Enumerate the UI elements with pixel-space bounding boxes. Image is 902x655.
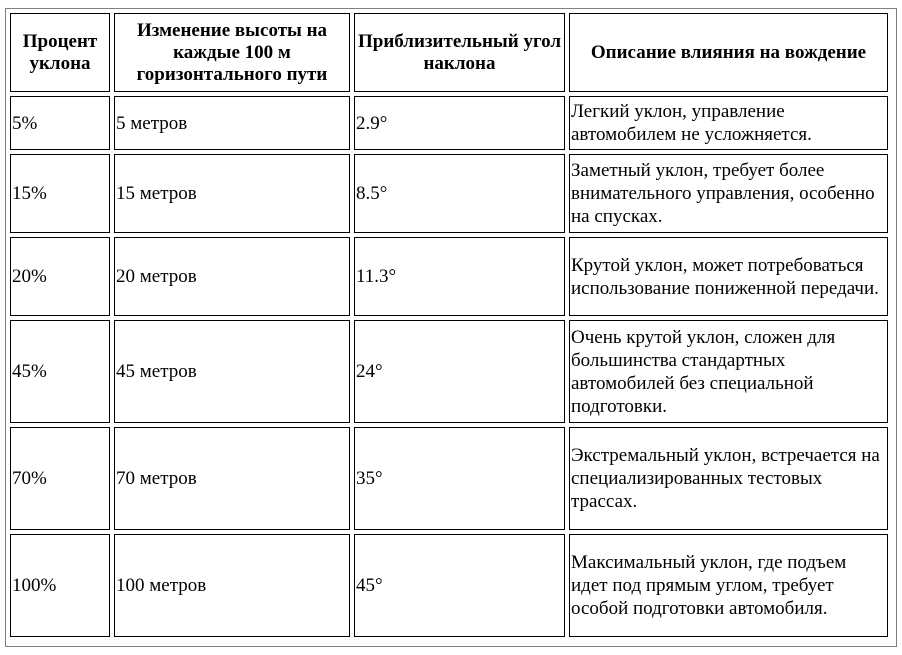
slope-table [6, 9, 892, 641]
cell-angle: 35° [354, 427, 565, 530]
cell-angle: 45° [354, 534, 565, 637]
table-row [10, 154, 888, 233]
cell-description: Очень крутой уклон, сложен для большинства стандартных автомобилей без специальной подготовки. [569, 320, 888, 423]
cell-angle: 24° [354, 320, 565, 423]
header-height-change: Изменение высоты на каждые 100 м горизонтального пути [114, 13, 350, 92]
cell-height-change: 100 метров [114, 534, 350, 637]
table-row [10, 534, 888, 637]
table-row [10, 96, 888, 150]
cell-description: Экстремальный уклон, встречается на специализированных тестовых трассах. [569, 427, 888, 530]
cell-percent: 70% [10, 427, 110, 530]
cell-percent: 100% [10, 534, 110, 637]
cell-percent: 45% [10, 320, 110, 423]
cell-height-change: 70 метров [114, 427, 350, 530]
table-header-row [10, 13, 888, 92]
cell-description: Максимальный уклон, где подъем идет под прямым углом, требует особой подготовки автомобиля. [569, 534, 888, 637]
cell-height-change: 20 метров [114, 237, 350, 316]
cell-height-change: 15 метров [114, 154, 350, 233]
cell-percent: 15% [10, 154, 110, 233]
cell-angle: 8.5° [354, 154, 565, 233]
cell-angle: 2.9° [354, 96, 565, 150]
table-row [10, 320, 888, 423]
cell-description: Крутой уклон, может потребоваться использование пониженной передачи. [569, 237, 888, 316]
cell-description: Заметный уклон, требует более внимательного управления, особенно на спусках. [569, 154, 888, 233]
cell-height-change: 5 метров [114, 96, 350, 150]
header-description: Описание влияния на вождение [569, 13, 888, 92]
cell-description: Легкий уклон, управление автомобилем не усложняется. [569, 96, 888, 150]
table-row [10, 237, 888, 316]
cell-percent: 5% [10, 96, 110, 150]
cell-height-change: 45 метров [114, 320, 350, 423]
header-angle: Приблизительный угол наклона [354, 13, 565, 92]
cell-angle: 11.3° [354, 237, 565, 316]
header-percent: Процент уклона [10, 13, 110, 92]
table-row [10, 427, 888, 530]
table-frame [5, 8, 897, 647]
cell-percent: 20% [10, 237, 110, 316]
